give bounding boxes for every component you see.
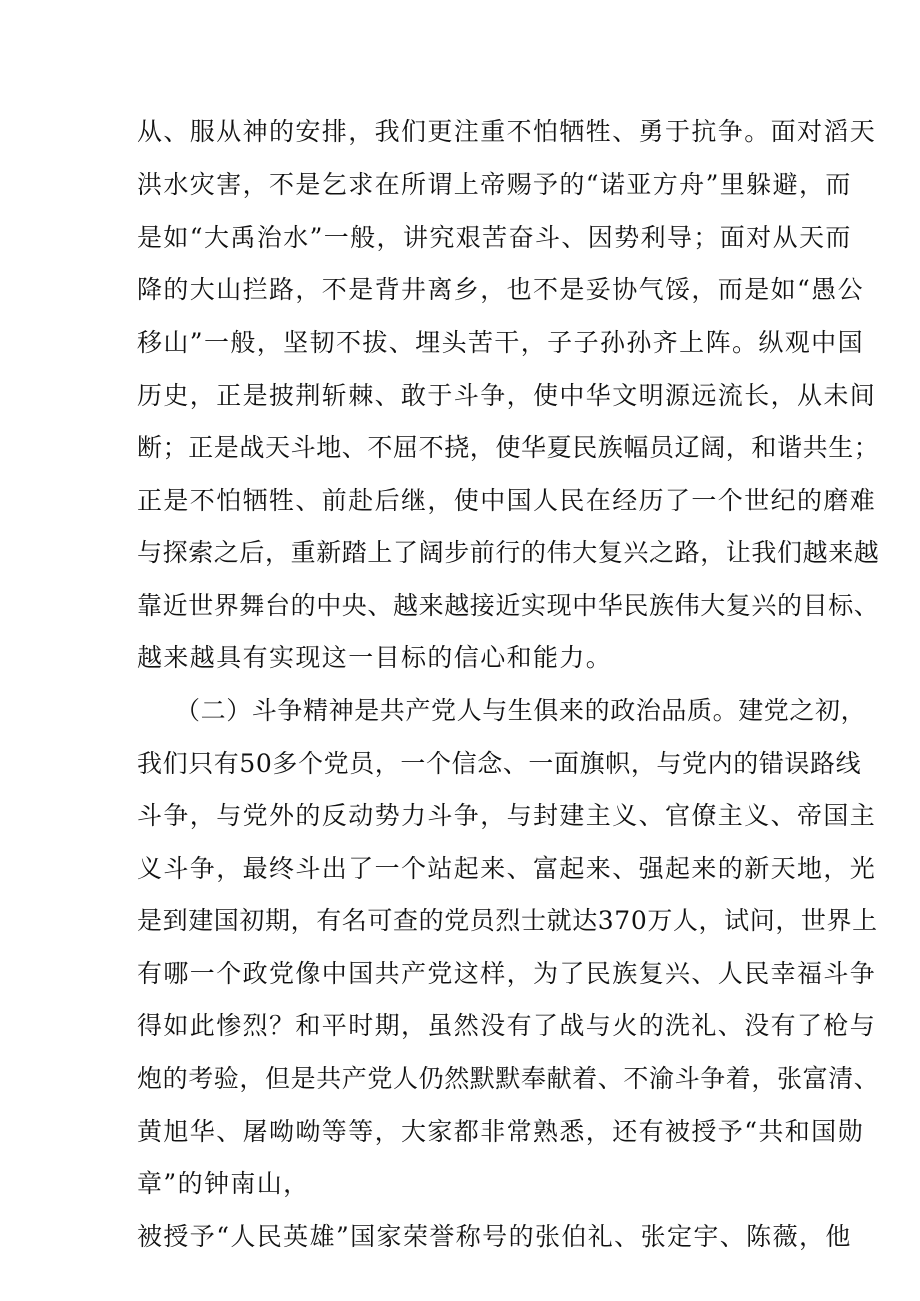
paragraph-line: 从、服从神的安排，我们更注重不怕牺牲、勇于抗争。面对滔天 xyxy=(137,117,877,146)
paragraph-line: 义斗争，最终斗出了一个站起来、富起来、强起来的新天地，光 xyxy=(137,854,877,883)
paragraph-line: 我们只有50多个党员，一个信念、一面旗帜，与党内的错误路线 xyxy=(137,749,862,778)
paragraph-line: 降的大山拦路，不是背井离乡，也不是妥协气馁，而是如“愚公 xyxy=(137,275,864,304)
paragraph-line: 正是不怕牺牲、前赴后继，使中国人民在经历了一个世纪的磨难 xyxy=(137,486,877,515)
paragraph-line: 被授予“人民英雄”国家荣誉称号的张伯礼、张定宇、陈薇，他 xyxy=(137,1222,852,1251)
paragraph-line: 炮的考验，但是共产党人仍然默默奉献着、不渝斗争着，张富清、 xyxy=(137,1064,880,1093)
section-heading-line: （二）斗争精神是共产党人与生俱来的政治品质。建党之初， xyxy=(175,696,867,725)
paragraph-line: 得如此惨烈？和平时期，虽然没有了战与火的洗礼、没有了枪与 xyxy=(137,1011,877,1040)
paragraph-line: 靠近世界舞台的中央、越来越接近实现中华民族伟大复兴的目标、 xyxy=(137,591,880,620)
paragraph-line: 是如“大禹治水”一般，讲究艰苦奋斗、因势利导；面对从天而 xyxy=(137,223,852,252)
paragraph-line: 斗争，与党外的反动势力斗争，与封建主义、官僚主义、帝国主 xyxy=(137,801,877,830)
paragraph-line: 断；正是战天斗地、不屈不挠，使华夏民族幅员辽阔，和谐共生； xyxy=(137,433,880,462)
paragraph-line: 是到建国初期，有名可查的党员烈士就达370万人，试问，世界上 xyxy=(137,906,878,935)
paragraph-line: 黄旭华、屠呦呦等等，大家都非常熟悉，还有被授予“共和国勋 xyxy=(137,1117,864,1146)
paragraph-line: 与探索之后，重新踏上了阔步前行的伟大复兴之路，让我们越来越 xyxy=(137,538,880,567)
paragraph-line: 洪水灾害，不是乞求在所谓上帝赐予的“诺亚方舟”里躲避，而 xyxy=(137,170,852,199)
paragraph-line: 越来越具有实现这一目标的信心和能力。 xyxy=(137,643,613,672)
paragraph-line: 章”的钟南山， xyxy=(137,1169,310,1198)
paragraph-line: 历史，正是披荆斩棘、敢于斗争，使中华文明源远流长，从未间 xyxy=(137,381,877,410)
paragraph-line: 移山”一般，坚韧不拔、埋头苦干，子子孙孙齐上阵。纵观中国 xyxy=(137,328,864,357)
paragraph-line: 有哪一个政党像中国共产党这样，为了民族复兴、人民幸福斗争 xyxy=(137,959,877,988)
